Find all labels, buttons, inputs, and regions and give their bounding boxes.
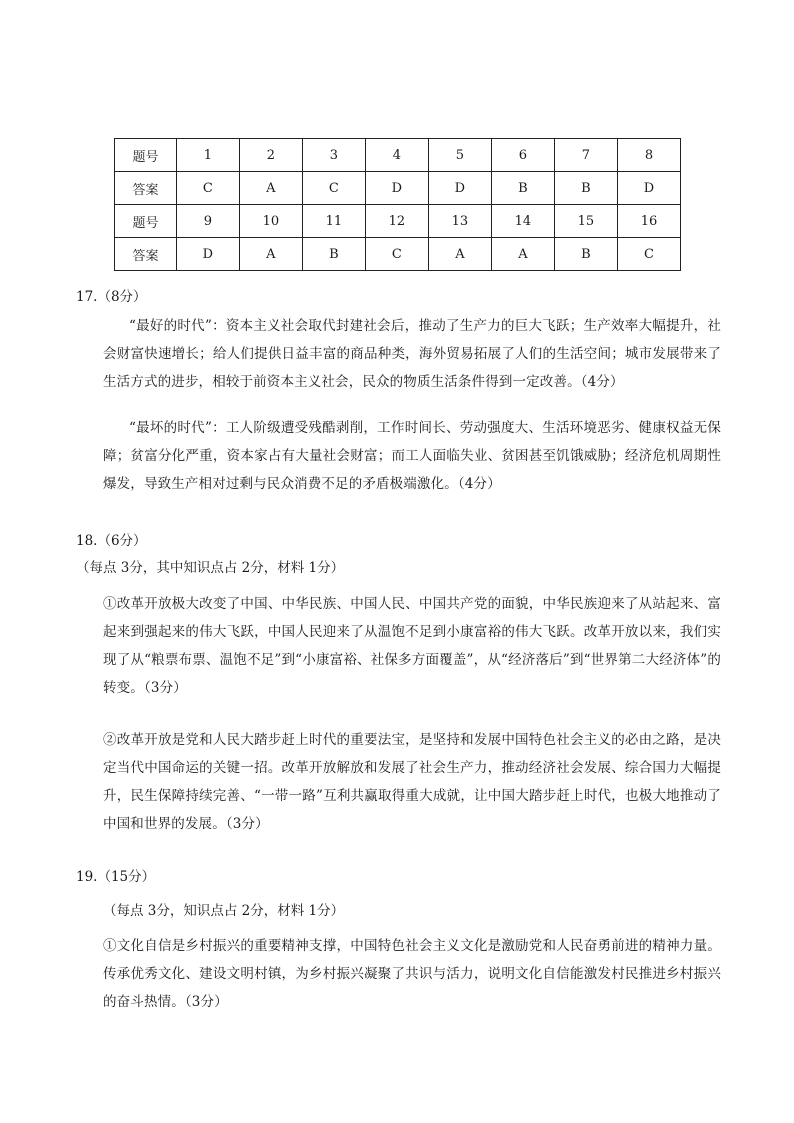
table-cell: B <box>302 238 365 271</box>
answer-table <box>114 138 681 271</box>
table-cell: 13 <box>428 205 491 238</box>
q19-title: 19.（15分） <box>76 869 156 885</box>
table-cell: 6 <box>491 139 554 172</box>
table-cell: A <box>239 172 302 205</box>
row-label: 答案 <box>115 238 177 271</box>
answer-table-row <box>115 238 681 271</box>
q18-title: 18.（6分） <box>76 533 147 549</box>
row-label: 答案 <box>115 172 177 205</box>
q18-scoring-note: （每点 3分，其中知识点占 2分，材料 1分） <box>76 560 345 576</box>
table-cell: A <box>239 238 302 271</box>
row-label: 题号 <box>115 205 177 238</box>
table-cell: 3 <box>302 139 365 172</box>
table-cell: 14 <box>491 205 554 238</box>
table-cell: A <box>428 238 491 271</box>
table-cell: B <box>554 172 617 205</box>
table-cell: 15 <box>554 205 617 238</box>
table-cell: 11 <box>302 205 365 238</box>
table-cell: 1 <box>176 139 239 172</box>
q19-paragraph-1: ①文化自信是乡村振兴的重要精神支撑，中国特色社会主义文化是激励党和人民奋勇前进的精神力量。传承优秀文化、建设文明村镇，为乡村振兴凝聚了共识与活力，说明文化自信能激发村民推进乡村振兴的奋斗热情。（3分） <box>103 938 721 1010</box>
table-cell: 7 <box>554 139 617 172</box>
table-cell: 10 <box>239 205 302 238</box>
table-cell: 12 <box>365 205 428 238</box>
answer-table-row <box>115 172 681 205</box>
table-cell: D <box>365 172 428 205</box>
table-cell: C <box>302 172 365 205</box>
table-cell: 5 <box>428 139 491 172</box>
table-cell: C <box>365 238 428 271</box>
table-cell: B <box>554 238 617 271</box>
table-cell: D <box>428 172 491 205</box>
q17-paragraph-2: “最坏的时代”：工人阶级遭受残酷剥削，工作时间长、劳动强度大、生活环境恶劣、健康权益无保障；贫富分化严重，资本家占有大量社会财富；而工人面临失业、贫困甚至饥饿威胁；经济危机周期性爆发，导致生产相对过剩与民众消费不足的矛盾极端激化。（4分） <box>103 420 721 492</box>
table-cell: 16 <box>617 205 680 238</box>
table-cell: B <box>491 172 554 205</box>
table-cell: 4 <box>365 139 428 172</box>
answer-table-row <box>115 139 681 172</box>
table-cell: C <box>176 172 239 205</box>
table-cell: A <box>491 238 554 271</box>
answer-table-row <box>115 205 681 238</box>
table-cell: D <box>617 172 680 205</box>
row-label: 题号 <box>115 139 177 172</box>
q17-title: 17.（8分） <box>76 289 147 305</box>
table-cell: D <box>176 238 239 271</box>
table-cell: 2 <box>239 139 302 172</box>
q17-paragraph-1: “最好的时代”：资本主义社会取代封建社会后，推动了生产力的巨大飞跃；生产效率大幅提升，社会财富快速增长；给人们提供日益丰富的商品种类，海外贸易拓展了人们的生活空间；城市发展带来了生活方式的进步，相较于前资本主义社会，民众的物质生活条件得到一定改善。（4分） <box>103 318 721 390</box>
q19-scoring-note: （每点 3分，知识点占 2分，材料 1分） <box>103 903 345 919</box>
table-cell: 8 <box>617 139 680 172</box>
table-cell: 9 <box>176 205 239 238</box>
q18-paragraph-1: ①改革开放极大改变了中国、中华民族、中国人民、中国共产党的面貌，中华民族迎来了从站起来、富起来到强起来的伟大飞跃，中国人民迎来了从温饱不足到小康富裕的伟大飞跃。改革开放以来，我们实现了从“粮票布票、温饱不足”到“小康富裕、社保多方面覆盖”，从“经济落后”到“世界第二大经济体”的转变。（3分） <box>103 596 721 696</box>
q18-paragraph-2: ②改革开放是党和人民大踏步赶上时代的重要法宝，是坚持和发展中国特色社会主义的必由之路，是决定当代中国命运的关键一招。改革开放解放和发展了社会生产力，推动经济社会发展、综合国力大幅提升，民生保障持续完善、“一带一路”互利共赢取得重大成就，让中国大踏步赶上时代，也极大地推动了中国和世界的发展。（3分） <box>103 732 721 832</box>
table-cell: C <box>617 238 680 271</box>
